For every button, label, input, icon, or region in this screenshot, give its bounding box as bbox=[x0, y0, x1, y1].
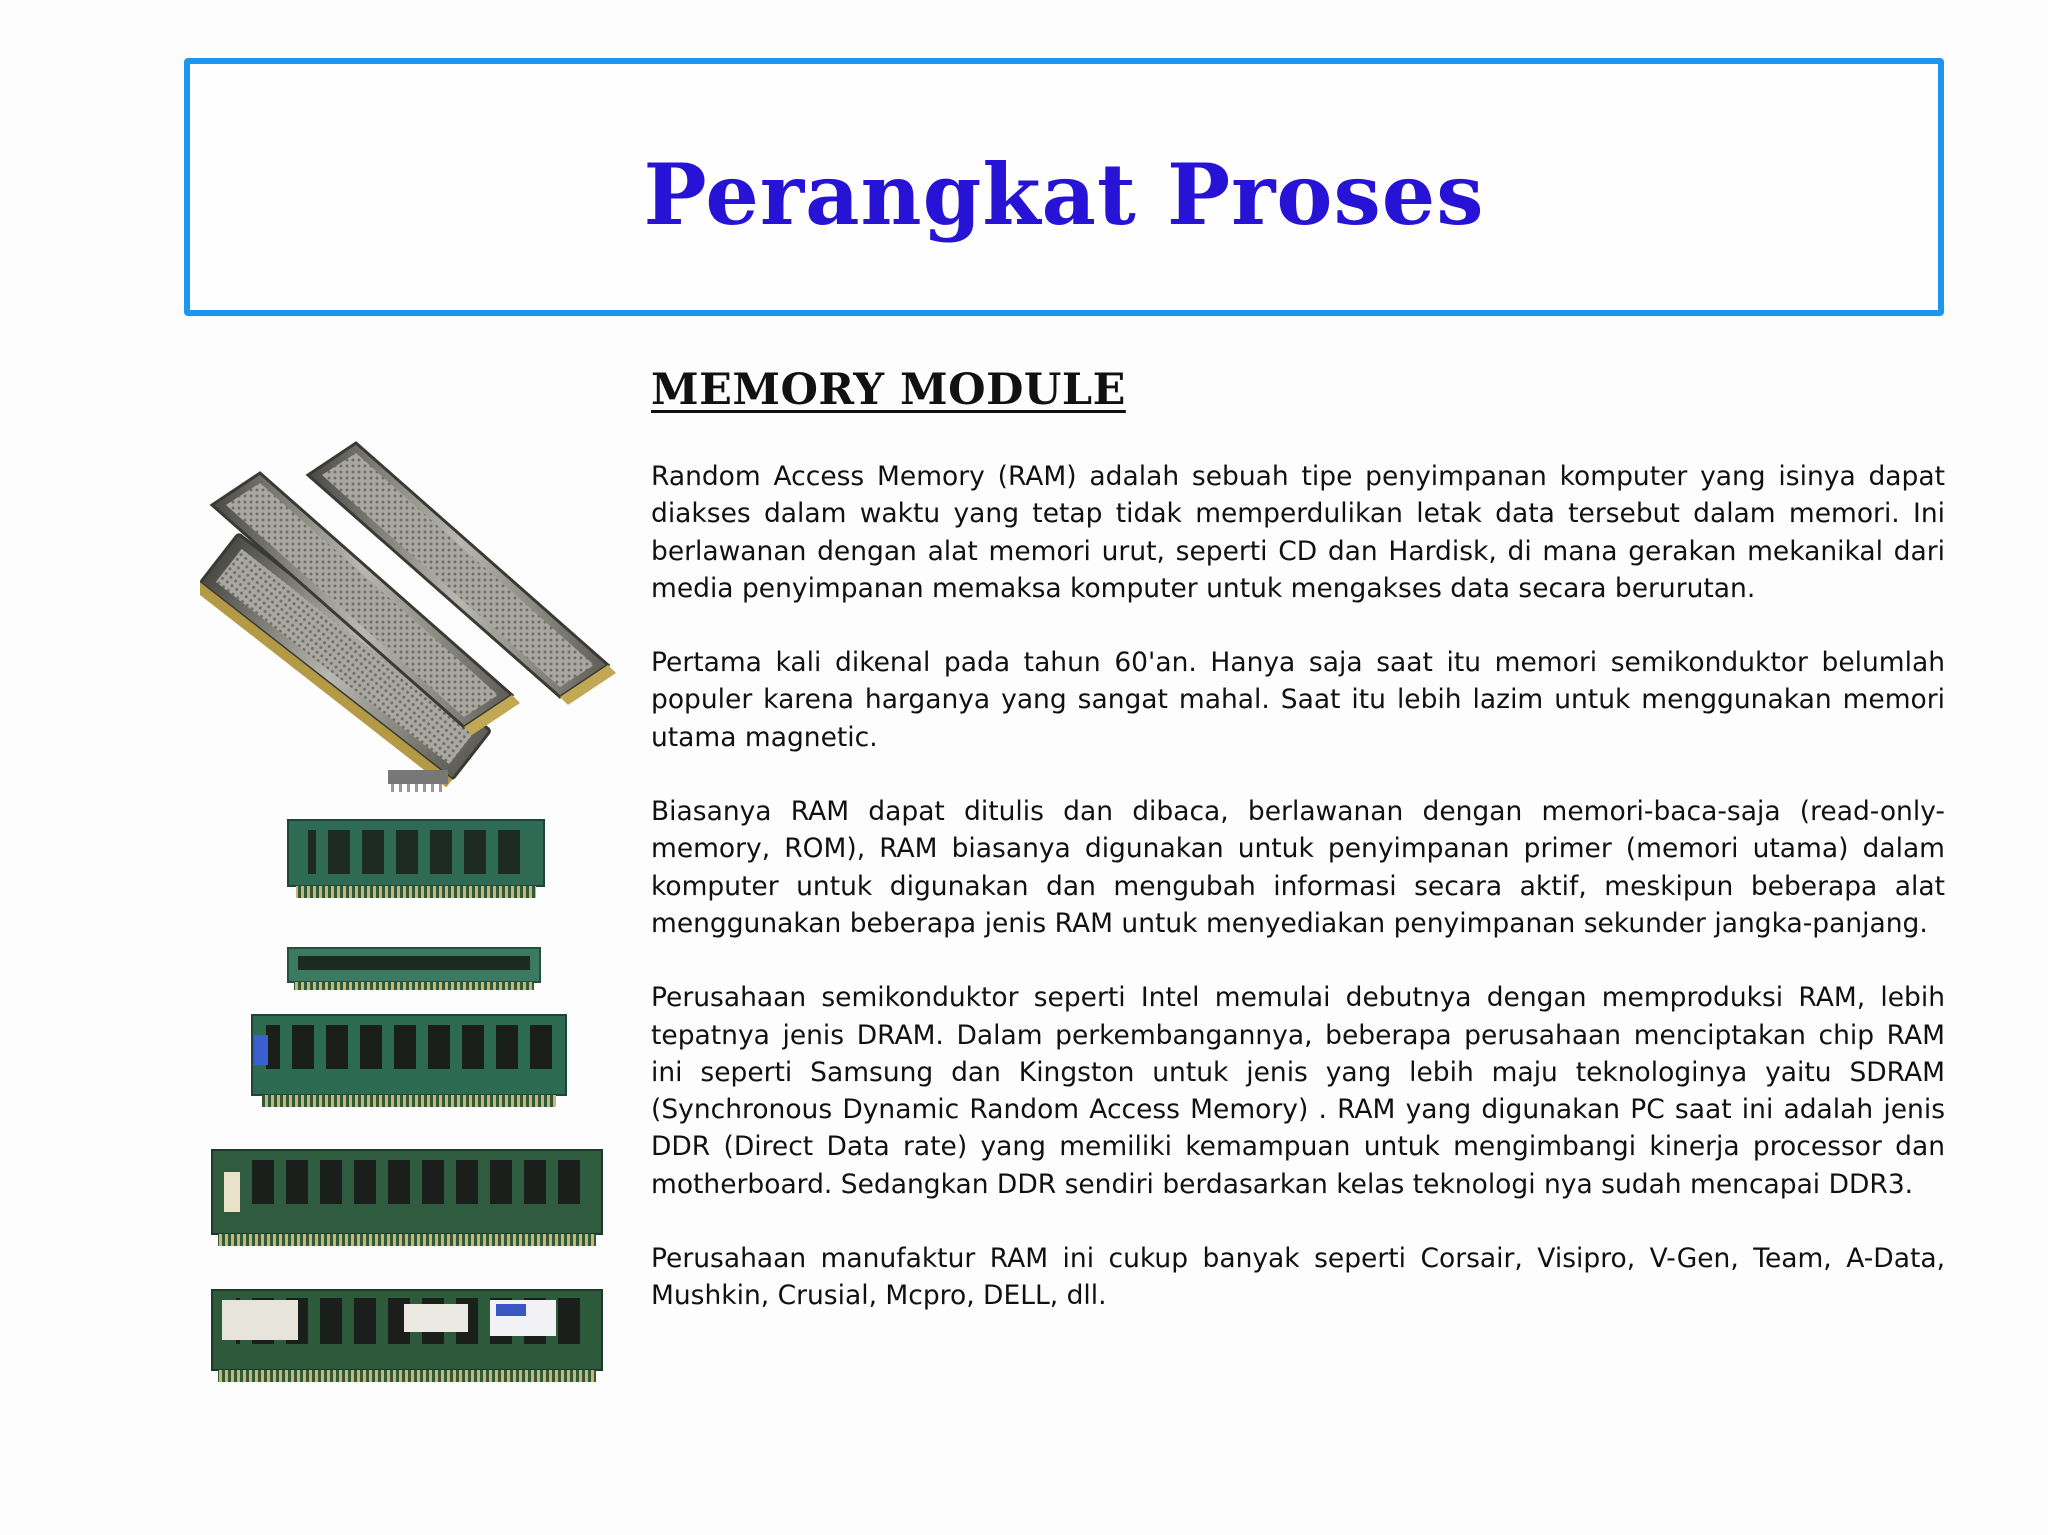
paragraph-5: Perusahaan manufaktur RAM ini cukup banyak seperti Corsair, Visipro, V-Gen, Team, A-Data, Mushkin, Crusial, Mcpro, DELL, dll. bbox=[651, 1243, 1945, 1312]
body-text bbox=[651, 458, 1945, 1352]
page-title: Perangkat Proses bbox=[643, 144, 1485, 244]
paragraph-1: Random Access Memory (RAM) adalah sebuah tipe penyimpanan komputer yang isinya dapat diakses dalam waktu yang tetap tidak memperdulikan letak data tersebut dalam memori. Ini berlawanan dengan alat memori urut, seperti CD dan Hardisk, di mana gerakan mekanikal dari media penyimpanan memaksa komputer untuk mengakses data secara berurutan. bbox=[651, 461, 1945, 604]
paragraph-3: Biasanya RAM dapat ditulis dan dibaca, berlawanan dengan memori-baca-saja (read-only-memory, ROM), RAM biasanya digunakan untuk penyimpanan primer (memori utama) dalam komputer untuk digunakan dan mengubah informasi secara aktif, meskipun beberapa alat menggunakan beberapa jenis RAM untuk menyediakan penyimpanan sekunder jangka-panjang. bbox=[651, 796, 1945, 939]
section-heading: MEMORY MODULE bbox=[651, 365, 1126, 415]
paragraph-2: Pertama kali dikenal pada tahun 60'an. Hanya saja saat itu memori semikonduktor belumlah populer karena harganya yang sangat mahal. Saat itu lebih lazim untuk menggunakan memori utama magnetic. bbox=[651, 647, 1945, 753]
simm-strip-module bbox=[288, 948, 540, 990]
simm-30pin-module bbox=[288, 820, 544, 898]
ddr-dimm-module bbox=[212, 1290, 602, 1382]
title-box bbox=[184, 58, 1944, 316]
ram-modules-image bbox=[200, 370, 620, 1400]
paragraph-4: Perusahaan semikonduktor seperti Intel memulai debutnya dengan memproduksi RAM, lebih tepatnya jenis DRAM. Dalam perkembangannya, beberapa perusahaan menciptakan chip RAM ini seperti Samsung dan Kingston untuk jenis yang lebih maju teknologinya yaitu SDRAM (Synchronous Dynamic Random Access Memory) . RAM yang digunakan PC saat ini adalah jenis DDR (Direct Data rate) yang memiliki kemampuan untuk mengimbangi kinerja processor dan motherboard. Sedangkan DDR sendiri berdasarkan kelas teknologi nya sudah mencapai DDR3. bbox=[651, 982, 1945, 1200]
dip-chip bbox=[388, 770, 448, 792]
sdram-dimm-module bbox=[212, 1150, 602, 1246]
simm-72pin-module bbox=[252, 1015, 566, 1107]
